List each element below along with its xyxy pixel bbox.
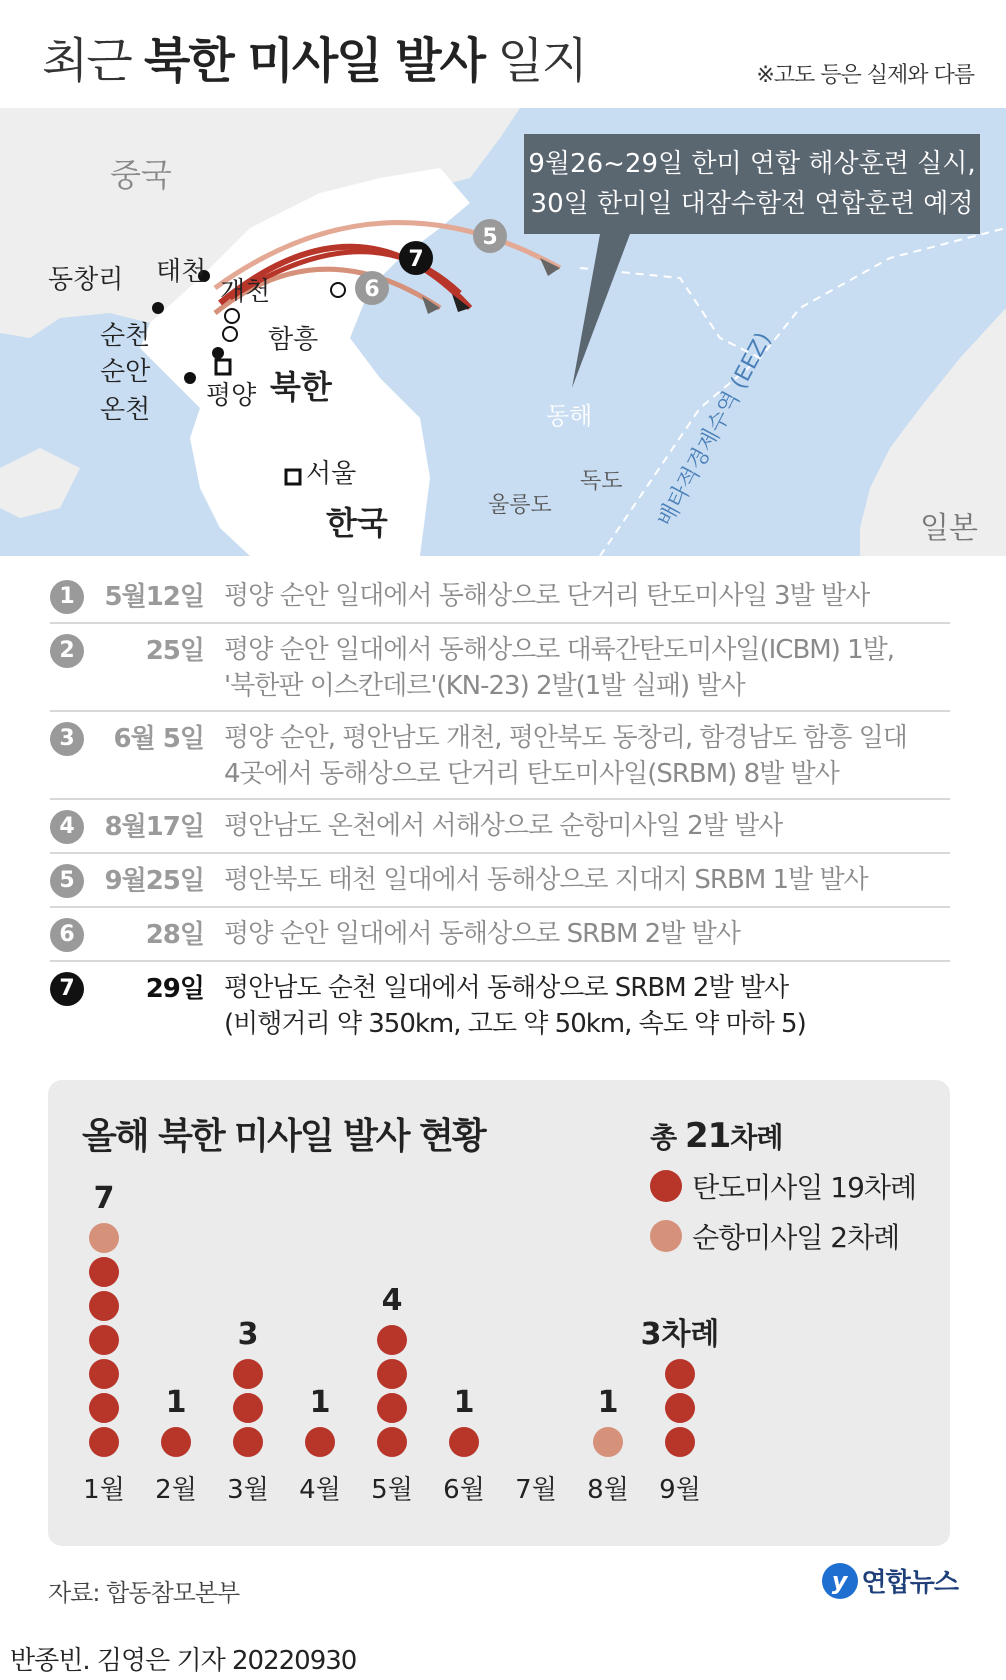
ballistic-dot [377, 1427, 407, 1457]
label-taechon: 태천 [156, 257, 207, 287]
byline: 반종빈. 김영은 기자 20220930 [10, 1646, 357, 1676]
pyongyang-icon [216, 360, 230, 374]
event-date: 5월12일 [104, 582, 204, 612]
event-row [50, 854, 950, 908]
total-data-label: 7 [93, 1181, 115, 1216]
site-sunan [212, 347, 224, 359]
total-data-label: 1 [597, 1385, 619, 1420]
title-emphasis: 북한 미사일 발사 [144, 33, 485, 89]
label-suncheon: 순천 [100, 321, 151, 351]
month-tick-label: 3월 [227, 1475, 269, 1505]
ballistic-dot [305, 1427, 335, 1457]
event-number-badge: 3 [50, 722, 84, 756]
launch-status-panel [48, 1080, 950, 1546]
event-description [224, 808, 782, 846]
event-line1: 평양 순안, 평안남도 개천, 평안북도 동창리, 함경남도 함흥 일대 [224, 723, 907, 753]
event-description [224, 720, 907, 792]
cruise-dot [593, 1427, 623, 1457]
total-data-label: 1 [309, 1385, 331, 1420]
month-tick-label: 8월 [587, 1475, 629, 1505]
event-line1: 평양 순안 일대에서 동해상으로 대륙간탄도미사일(ICBM) 1발, [224, 635, 895, 665]
title-suffix: 일지 [497, 33, 587, 89]
label-pyongyang: 평양 [206, 381, 257, 411]
ballistic-dot [665, 1393, 695, 1423]
event-description [224, 916, 740, 954]
event-line1: 평안남도 순천 일대에서 동해상으로 SRBM 2발 발사 [224, 973, 789, 1003]
event-line1: 평양 순안 일대에서 동해상으로 단거리 탄도미사일 3발 발사 [224, 581, 870, 611]
event-row [50, 800, 950, 854]
ballistic-dot [665, 1359, 695, 1389]
total-suffix: 차례 [730, 1121, 783, 1154]
month-tick-label: 2월 [155, 1475, 197, 1505]
source-note: 자료: 합동참모본부 [48, 1579, 240, 1607]
total-data-label: 3차례 [640, 1317, 720, 1352]
yonhap-logo [822, 1562, 958, 1599]
total-value: 21 [684, 1116, 731, 1156]
ballistic-dot [89, 1427, 119, 1457]
ballistic-dot [89, 1359, 119, 1389]
event-description [224, 578, 869, 616]
event-list [50, 570, 950, 1048]
ballistic-dot [233, 1359, 263, 1389]
event-number-badge: 7 [50, 972, 84, 1006]
marker-6-label: 6 [364, 277, 380, 302]
page-title [42, 22, 586, 91]
total-data-label: 1 [165, 1385, 187, 1420]
total-data-label: 3 [237, 1317, 259, 1352]
ballistic-dot [89, 1393, 119, 1423]
event-date: 9월25일 [104, 866, 204, 896]
ballistic-dot [449, 1427, 479, 1457]
event-row [50, 570, 950, 624]
label-south-korea: 한국 [326, 504, 388, 542]
site-hamhung [331, 283, 345, 297]
logo-text: 연합뉴스 [861, 1568, 958, 1598]
label-east-sea: 동해 [546, 402, 593, 430]
ballistic-dot [89, 1291, 119, 1321]
ballistic-dot [377, 1325, 407, 1355]
ballistic-dot [665, 1427, 695, 1457]
event-number-badge: 6 [50, 918, 84, 952]
ballistic-dot [233, 1427, 263, 1457]
event-line2: 4곳에서 동해상으로 단거리 탄도미사일(SRBM) 8발 발사 [224, 759, 839, 789]
event-date: 6월 5일 [113, 724, 204, 754]
event-row [50, 962, 950, 1048]
ballistic-dot [89, 1325, 119, 1355]
title-prefix: 최근 [42, 33, 131, 89]
ballistic-dot [377, 1393, 407, 1423]
event-line2: (비행거리 약 350km, 고도 약 50km, 속도 약 마하 5) [224, 1009, 806, 1039]
month-tick-label: 1월 [83, 1475, 125, 1505]
label-eez: 배타적경제수역 (EEZ) [653, 328, 777, 531]
altitude-note: ※고도 등은 실제와 다름 [756, 63, 974, 88]
label-japan: 일본 [920, 511, 978, 546]
month-tick-label: 5월 [371, 1475, 413, 1505]
site-dongchangri [152, 302, 164, 314]
month-tick-label: 6월 [443, 1475, 485, 1505]
logo-mark: y [822, 1563, 858, 1599]
month-tick-label: 4월 [299, 1475, 341, 1505]
event-row [50, 908, 950, 962]
marker-7-label: 7 [408, 247, 424, 272]
callout-line1: 9월26~29일 한미 연합 해상훈련 실시, [528, 149, 976, 179]
event-date: 29일 [145, 974, 204, 1004]
event-line1: 평양 순안 일대에서 동해상으로 SRBM 2발 발사 [224, 919, 740, 949]
event-line1: 평안남도 온천에서 서해상으로 순항미사일 2발 발사 [224, 811, 783, 841]
callout-line2: 30일 한미일 대잠수함전 연합훈련 예정 [530, 189, 974, 219]
marker-5-label: 5 [482, 225, 498, 250]
label-north-korea: 북한 [270, 368, 332, 406]
label-china: 중국 [110, 156, 172, 194]
event-number-badge: 2 [50, 634, 84, 668]
label-oncheon: 온천 [100, 395, 151, 425]
seoul-icon [286, 470, 300, 484]
legend-cruise-label: 순항미사일 2차례 [692, 1221, 900, 1254]
ballistic-dot [161, 1427, 191, 1457]
event-row [50, 624, 950, 712]
cruise-dot [89, 1223, 119, 1253]
event-line1: 평안북도 태천 일대에서 동해상으로 지대지 SRBM 1발 발사 [224, 865, 868, 895]
dot-chart [48, 1080, 950, 1546]
label-seoul: 서울 [306, 459, 357, 489]
month-tick-label: 7월 [515, 1475, 557, 1505]
ballistic-dot [377, 1359, 407, 1389]
total-data-label: 1 [453, 1385, 475, 1420]
event-date: 25일 [145, 636, 204, 666]
missile-map [0, 108, 1006, 556]
site-gaechon [225, 309, 239, 323]
event-description [224, 632, 894, 704]
legend-ballistic-label: 탄도미사일 19차례 [692, 1171, 916, 1204]
total-prefix: 총 [650, 1121, 677, 1154]
label-ulleungdo: 울릉도 [488, 493, 552, 518]
event-description [224, 970, 806, 1042]
event-row [50, 712, 950, 800]
panel-title: 올해 북한 미사일 발사 현황 [82, 1116, 485, 1157]
label-dokdo: 독도 [580, 469, 623, 494]
event-number-badge: 1 [50, 580, 84, 614]
ballistic-dot [89, 1257, 119, 1287]
label-sunan: 순안 [100, 357, 151, 387]
event-date: 28일 [145, 920, 204, 950]
event-number-badge: 5 [50, 864, 84, 898]
event-line2: '북한판 이스칸데르'(KN-23) 2발(1발 실패) 발사 [224, 671, 745, 701]
site-suncheon [223, 327, 237, 341]
month-tick-label: 9월 [659, 1475, 701, 1505]
event-number-badge: 4 [50, 810, 84, 844]
label-gaechon: 개천 [220, 277, 271, 307]
label-dongchangri: 동창리 [48, 265, 124, 295]
event-date: 8월17일 [104, 812, 204, 842]
event-description [224, 862, 868, 900]
site-oncheon [184, 372, 196, 384]
total-data-label: 4 [381, 1283, 403, 1318]
label-hamhung: 함흥 [268, 325, 319, 355]
ballistic-dot [233, 1393, 263, 1423]
